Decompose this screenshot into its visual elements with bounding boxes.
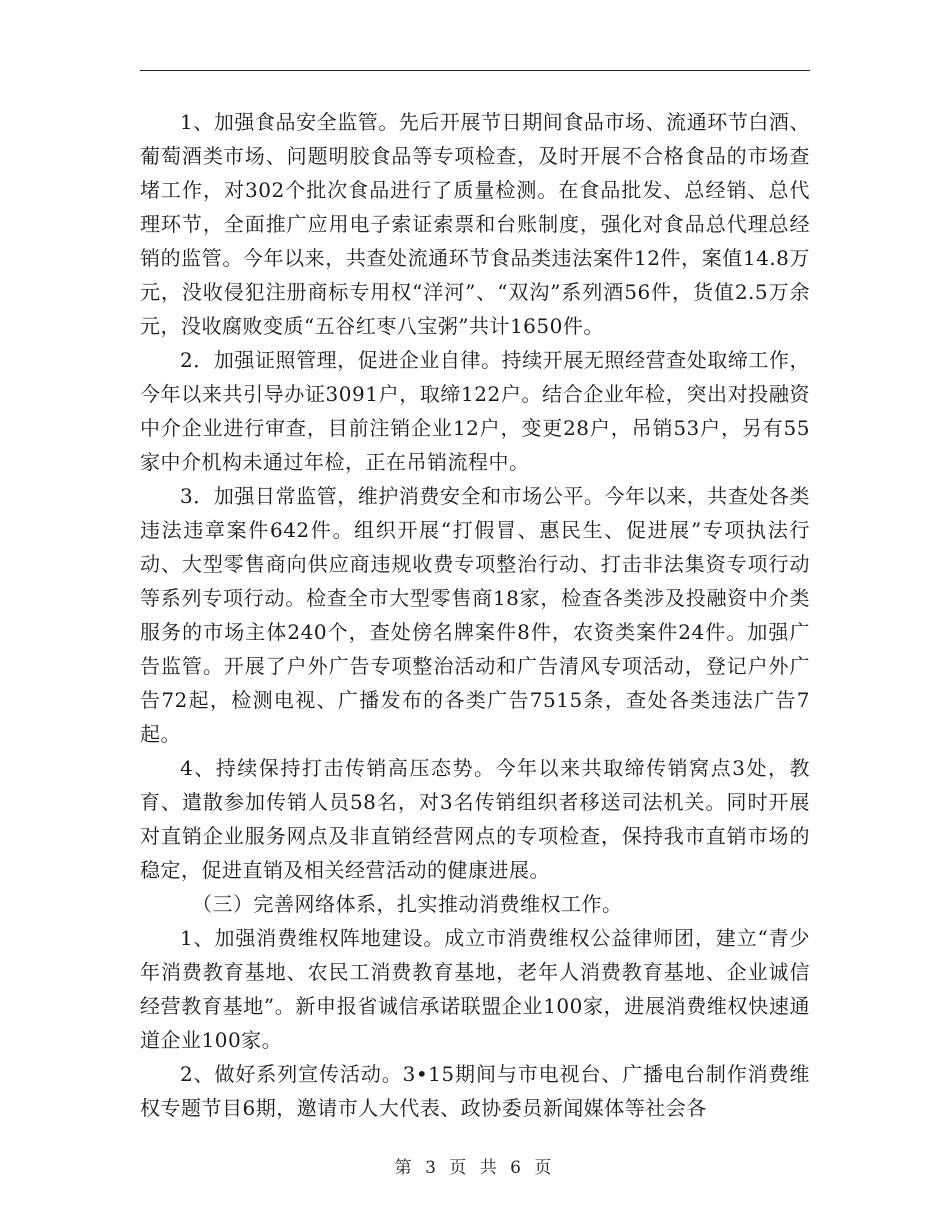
page-number-footer: 第 3 页 共 6 页: [394, 1158, 556, 1178]
paragraph-daily-supervision: 3．加强日常监管，维护消费安全和市场公平。今年以来，共查处各类违法违章案件642件。组织开展“打假冒、惠民生、促进展”专项执法行动、大型零售商向供应商违规收费专项整治行动、打击非法集资专项行动等系列专项行动。检查全市大型零售商18家，检查各类涉及投融资中介类服务的市场主体240个，查处傍名牌案件8件，农资类案件24件。加强广告监管。开展了户外广告专项整治活动和广告清风专项活动，登记户外广告72起，检测电视、广播发布的各类广告7515条，查处各类违法广告7起。: [140, 484, 810, 746]
document-body: [140, 105, 810, 1125]
paragraph-publicity-activities: 2、做好系列宣传活动。3•15期间与市电视台、广播电台制作消费维权专题节目6期，邀请市人大代表、政协委员新闻媒体等社会各: [140, 1062, 810, 1120]
section-heading-consumer-rights: （三）完善网络体系，扎实推动消费维权工作。: [192, 892, 623, 916]
paragraph-anti-pyramid-selling: 4、持续保持打击传销高压态势。今年以来共取缔传销窝点3处，教育、遣散参加传销人员58名，对3名传销组织者移送司法机关。同时开展对直销企业服务网点及非直销经营网点的专项检查，保持我市直销市场的稳定，促进直销及相关经营活动的健康进展。: [140, 756, 810, 882]
header-rule: [140, 70, 810, 71]
paragraph-food-safety: 1、加强食品安全监管。先后开展节日期间食品市场、流通环节白酒、葡萄酒类市场、问题明胶食品等专项检查，及时开展不合格食品的市场查堵工作，对302个批次食品进行了质量检测。在食品批发、总经销、总代理环节，全面推广应用电子索证索票和台账制度，强化对食品总代理总经销的监管。今年以来，共查处流通环节食品类违法案件12件，案值14.8万元，没收侵犯注册商标专用权“洋河”、“双沟”系列酒56件，货值2.5万余元，没收腐败变质“五谷红枣八宝粥”共计1650件。: [140, 110, 810, 338]
paragraph-rights-base-building: 1、加强消费维权阵地建设。成立市消费维权公益律师团，建立“青少年消费教育基地、农民工消费教育基地，老年人消费教育基地、企业诚信经营教育基地”。新申报省诚信承诺联盟企业100家，进展消费维权快速通道企业100家。: [140, 926, 810, 1052]
paragraph-license-management: 2．加强证照管理，促进企业自律。持续开展无照经营查处取缔工作，今年以来共引导办证3091户，取缔122户。结合企业年检，突出对投融资中介企业进行审查，目前注销企业12户，变更28户，吊销53户，另有55家中介机构未通过年检，正在吊销流程中。: [140, 348, 810, 474]
